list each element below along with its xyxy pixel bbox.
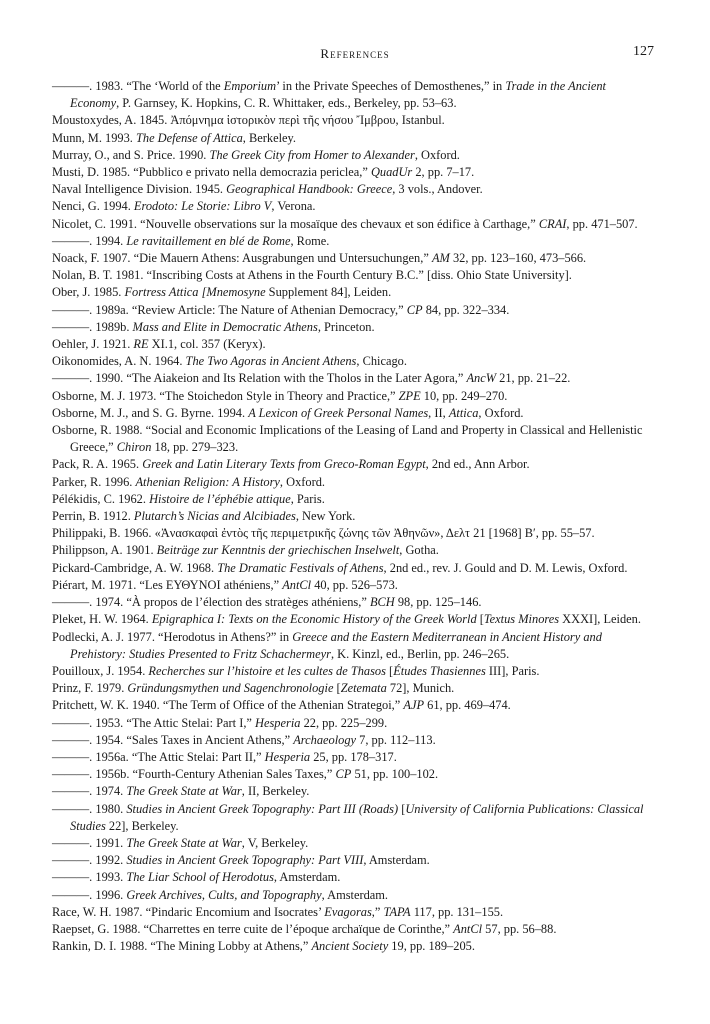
reference-entry	[52, 233, 658, 250]
reference-italic-segment: ZPE	[398, 388, 421, 403]
reference-entry	[52, 491, 658, 508]
reference-segment: ———. 1974. “À propos de l’élection des stratèges athéniens,”	[52, 595, 370, 610]
reference-segment: 18, pp. 279–323.	[151, 440, 239, 455]
reference-entry	[52, 284, 658, 301]
reference-entry	[52, 869, 658, 886]
reference-segment: Perrin, B. 1912.	[52, 509, 134, 524]
reference-entry	[52, 697, 658, 714]
reference-entry	[52, 336, 658, 353]
reference-segment: [	[398, 801, 406, 816]
reference-italic-segment: Chiron	[116, 440, 152, 455]
reference-segment: , II, Berkeley.	[241, 784, 310, 799]
reference-segment: 40, pp. 526–573.	[311, 577, 398, 592]
reference-segment: Nolan, B. T. 1981. “Inscribing Costs at Athens in the Fourth Century B.C.” [diss. Ohio State University].	[52, 268, 572, 283]
reference-entry	[52, 405, 658, 422]
reference-segment: ———. 1956a. “The Attic Stelai: Part II,”	[52, 749, 265, 764]
reference-entry	[52, 112, 658, 129]
reference-segment: , Amsterdam.	[273, 870, 341, 885]
reference-entry	[52, 474, 658, 491]
reference-segment: ———. 1991.	[52, 835, 127, 850]
reference-entry	[52, 508, 658, 525]
reference-segment: Ober, J. 1985.	[52, 285, 125, 300]
reference-segment: 84, pp. 322–334.	[422, 302, 510, 317]
reference-segment: , Rome.	[290, 233, 330, 248]
reference-segment: ———. 1994.	[52, 233, 127, 248]
reference-italic-segment: CP	[335, 767, 352, 782]
reference-segment: ———. 1992.	[52, 853, 127, 868]
reference-segment: , pp. 471–507.	[566, 216, 638, 231]
reference-entry	[52, 921, 658, 938]
reference-italic-segment: AntCl	[453, 921, 483, 936]
reference-entry	[52, 147, 658, 164]
reference-segment: , II,	[428, 405, 449, 420]
reference-segment: , K. Kinzl, ed., Berlin, pp. 246–265.	[330, 646, 510, 661]
reference-entry	[52, 904, 658, 921]
reference-entry	[52, 181, 658, 198]
reference-italic-segment: Mass and Elite in Democratic Athens	[132, 319, 318, 334]
reference-list	[52, 78, 658, 955]
reference-segment: , P. Garnsey, K. Hopkins, C. R. Whittaker, eds., Berkeley, pp. 53–63.	[116, 96, 457, 111]
reference-entry	[52, 577, 658, 594]
reference-entry	[52, 594, 658, 611]
running-title: References	[320, 46, 390, 61]
reference-italic-segment: Evagoras	[324, 904, 372, 919]
reference-segment: ’ in the Private Speeches of Demosthenes,” in	[276, 79, 506, 93]
reference-segment: Pleket, H. W. 1964.	[52, 612, 152, 627]
reference-italic-segment: AntCl	[282, 577, 312, 592]
reference-segment: [	[333, 681, 341, 696]
reference-entry	[52, 629, 658, 663]
reference-segment: ———. 1974.	[52, 784, 127, 799]
reference-segment: Supplement 84], Leiden.	[265, 285, 392, 300]
reference-italic-segment: The Greek State at War	[126, 784, 242, 799]
reference-segment: 22], Berkeley.	[105, 818, 179, 833]
reference-segment: Philippson, A. 1901.	[52, 543, 157, 558]
reference-entry	[52, 749, 658, 766]
reference-italic-segment: Greek Archives, Cults, and Topography	[126, 887, 322, 902]
running-head	[0, 44, 710, 64]
reference-segment: 57, pp. 56–88.	[482, 921, 557, 936]
reference-segment: 22, pp. 225–299.	[300, 715, 388, 730]
reference-italic-segment: The Dramatic Festivals of Athens	[217, 560, 384, 575]
reference-italic-segment: Greece and the Eastern Mediterranean in Ancient History and Prehistory: Studies Presented to Fritz Schachermeyr	[70, 629, 602, 661]
page-number: 127	[633, 44, 654, 59]
reference-segment: , Berkeley.	[242, 130, 297, 145]
reference-entry	[52, 852, 658, 869]
reference-segment: 51, pp. 100–102.	[351, 767, 439, 782]
reference-italic-segment: Archaeology	[293, 732, 357, 747]
reference-entry	[52, 680, 658, 697]
reference-segment: 117, pp. 131–155.	[410, 904, 504, 919]
reference-entry	[52, 130, 658, 147]
reference-italic-segment: Emporium	[223, 79, 277, 93]
reference-segment: Nenci, G. 1994.	[52, 199, 134, 214]
reference-entry	[52, 732, 658, 749]
reference-segment: 19, pp. 189–205.	[388, 939, 475, 954]
reference-segment: Parker, R. 1996.	[52, 474, 136, 489]
reference-italic-segment: Athenian Religion: A History	[135, 474, 280, 489]
reference-segment: Rankin, D. I. 1988. “The Mining Lobby at Athens,”	[52, 939, 312, 954]
reference-entry	[52, 164, 658, 181]
reference-segment: , Amsterdam.	[321, 887, 389, 902]
reference-entry	[52, 766, 658, 783]
reference-italic-segment: BCH	[369, 595, 395, 610]
reference-segment: 7, pp. 112–113.	[356, 732, 436, 747]
reference-segment: Pélékidis, C. 1962.	[52, 491, 150, 506]
reference-segment: , New York.	[295, 509, 356, 524]
reference-segment: , Verona.	[271, 199, 316, 214]
reference-segment: , Amsterdam.	[363, 853, 430, 868]
reference-entry	[52, 715, 658, 732]
reference-segment: 98, pp. 125–146.	[394, 595, 482, 610]
reference-segment: Noack, F. 1907. “Die Mauern Athens: Ausgrabungen und Untersuchungen,”	[52, 251, 432, 266]
reference-italic-segment: Erodoto: Le Storie: Libro V	[133, 199, 272, 214]
reference-segment: , Princeton.	[317, 319, 375, 334]
reference-italic-segment: The Defense of Attica	[136, 130, 243, 145]
reference-italic-segment: Beiträge zur Kenntnis der griechischen Inselwelt	[156, 543, 400, 558]
reference-segment: ,”	[371, 904, 384, 919]
reference-segment: III], Paris.	[485, 663, 540, 678]
reference-segment: , Oxford.	[414, 147, 460, 162]
reference-segment: ———. 1990. “The Aiakeion and Its Relation with the Tholos in the Later Agora,”	[52, 371, 467, 386]
reference-entry	[52, 370, 658, 387]
reference-segment: Naval Intelligence Division. 1945.	[52, 182, 227, 197]
reference-entry	[52, 267, 658, 284]
reference-entry	[52, 938, 658, 955]
reference-italic-segment: Attica	[448, 405, 479, 420]
reference-italic-segment: TAPA	[383, 904, 411, 919]
reference-segment: ———. 1996.	[52, 887, 127, 902]
reference-segment: 25, pp. 178–317.	[310, 749, 397, 764]
reference-entry	[52, 353, 658, 370]
reference-italic-segment: Studies in Ancient Greek Topography: Part III (Roads)	[126, 801, 399, 816]
reference-segment: Pickard-Cambridge, A. W. 1968.	[52, 560, 218, 575]
reference-segment: Osborne, M. J. 1973. “The Stoichedon Style in Theory and Practice,”	[52, 388, 399, 403]
reference-entry	[52, 611, 658, 628]
reference-entry	[52, 663, 658, 680]
reference-italic-segment: The Greek City from Homer to Alexander	[209, 147, 415, 162]
reference-segment: 2, pp. 7–17.	[412, 165, 475, 180]
reference-italic-segment: Histoire de l’éphébie attique	[149, 491, 291, 506]
reference-entry	[52, 198, 658, 215]
reference-segment: ———. 1953. “The Attic Stelai: Part I,”	[52, 715, 256, 730]
reference-segment: Munn, M. 1993.	[52, 130, 136, 145]
reference-italic-segment: The Liar School of Herodotus	[126, 870, 274, 885]
reference-segment: 10, pp. 249–270.	[420, 388, 508, 403]
reference-segment: Osborne, M. J., and S. G. Byrne. 1994.	[52, 405, 249, 420]
reference-segment: ———. 1980.	[52, 801, 127, 816]
reference-italic-segment: Gründungsmythen und Sagenchronologie	[127, 681, 334, 696]
reference-entry	[52, 216, 658, 233]
reference-italic-segment: Epigraphica I: Texts on the Economic History of the Greek World	[151, 612, 477, 627]
reference-italic-segment: RE	[133, 337, 149, 352]
reference-entry	[52, 319, 658, 336]
reference-segment: Philippaki, B. 1966. «Ἀνασκαφαὶ ἐντὸς τῆς περιμετρικῆς ζώνης τῶν Ἀθηνῶν», Δελτ 21 [1968] Β′, pp. 55–57.	[52, 526, 595, 541]
reference-segment: Prinz, F. 1979.	[52, 681, 128, 696]
reference-italic-segment: CP	[406, 302, 423, 317]
reference-segment: Pouilloux, J. 1954.	[52, 663, 149, 678]
reference-entry	[52, 456, 658, 473]
reference-segment: , 3 vols., Andover.	[392, 182, 483, 197]
reference-segment: Race, W. H. 1987. “Pindaric Encomium and Isocrates’	[52, 904, 325, 919]
reference-segment: XI.1, col. 357 (Keryx).	[148, 337, 266, 352]
reference-entry	[52, 422, 658, 456]
reference-segment: Oikonomides, A. N. 1964.	[52, 354, 186, 369]
reference-segment: , V, Berkeley.	[241, 835, 309, 850]
reference-italic-segment: Études Thasiennes	[393, 663, 486, 678]
reference-segment: 21, pp. 21–22.	[496, 371, 571, 386]
reference-segment: 32, pp. 123–160, 473–566.	[449, 251, 587, 266]
reference-segment: Pritchett, W. K. 1940. “The Term of Office of the Athenian Strategoi,”	[52, 698, 404, 713]
reference-italic-segment: AM	[431, 251, 450, 266]
reference-segment: 72], Munich.	[386, 681, 455, 696]
reference-italic-segment: AJP	[403, 698, 425, 713]
reference-italic-segment: Zetemata	[340, 681, 387, 696]
reference-italic-segment: The Two Agoras in Ancient Athens	[185, 354, 357, 369]
reference-italic-segment: Plutarch’s Nicias and Alcibiades	[133, 509, 296, 524]
reference-segment: , Chicago.	[356, 354, 407, 369]
reference-segment: , Paris.	[290, 491, 325, 506]
reference-segment: Pack, R. A. 1965.	[52, 457, 143, 472]
reference-entry	[52, 801, 658, 835]
reference-segment: Podlecki, A. J. 1977. “Herodotus in Athens?” in	[52, 629, 293, 644]
reference-segment: [	[385, 663, 394, 678]
reference-segment: ———. 1993.	[52, 870, 127, 885]
reference-italic-segment: Geographical Handbook: Greece	[226, 182, 393, 197]
reference-italic-segment: A Lexicon of Greek Personal Names	[248, 405, 429, 420]
reference-italic-segment: Greek and Latin Literary Texts from Greco-Roman Egypt	[142, 457, 426, 472]
reference-segment: ———. 1983. “The ‘World of the	[52, 79, 224, 93]
reference-italic-segment: University of California Publications: Classical Studies	[70, 801, 644, 833]
reference-segment: Musti, D. 1985. “Pubblico e privato nella democrazia periclea,”	[52, 165, 371, 180]
reference-segment: Osborne, R. 1988. “Social and Economic Implications of the Leasing of Land and Property in Classical and Hellenistic Greece,”	[52, 423, 643, 455]
reference-segment: 61, pp. 469–474.	[424, 698, 511, 713]
reference-entry	[52, 560, 658, 577]
reference-entry	[52, 542, 658, 559]
reference-segment: , Oxford.	[478, 405, 524, 420]
reference-entry	[52, 835, 658, 852]
reference-segment: Piérart, M. 1971. “Les ΕΥΘΥΝΟΙ athéniens,”	[52, 577, 283, 592]
reference-segment: , Oxford.	[279, 474, 326, 489]
reference-segment: ———. 1989b.	[52, 319, 133, 334]
reference-italic-segment: AncW	[466, 371, 497, 386]
reference-segment: Murray, O., and S. Price. 1990.	[52, 147, 210, 162]
reference-segment: Raepset, G. 1988. “Charrettes en terre cuite de l’époque archaïque de Corinthe,”	[52, 921, 454, 936]
reference-italic-segment: Le ravitaillement en blé de Rome	[126, 233, 291, 248]
reference-entry	[52, 783, 658, 800]
reference-segment: [	[476, 612, 484, 627]
reference-segment: ———. 1954. “Sales Taxes in Ancient Athens,”	[52, 732, 294, 747]
reference-segment: Oehler, J. 1921.	[52, 337, 134, 352]
reference-italic-segment: Studies in Ancient Greek Topography: Part VIII	[126, 853, 364, 868]
reference-entry	[52, 302, 658, 319]
reference-segment: Moustoxydes, A. 1845. Ἀπόμνημα ἱστορικὸν περὶ τῆς νήσου Ἴμβρου, Istanbul.	[52, 113, 445, 128]
reference-entry	[52, 78, 658, 112]
reference-entry	[52, 250, 658, 267]
reference-italic-segment: Textus Minores	[483, 612, 560, 627]
reference-italic-segment: The Greek State at War	[126, 835, 242, 850]
reference-segment: , 2nd ed., Ann Arbor.	[425, 457, 530, 472]
reference-italic-segment: Hesperia	[264, 749, 311, 764]
reference-italic-segment: Recherches sur l’histoire et les cultes de Thasos	[148, 663, 386, 678]
reference-segment: ———. 1989a. “Review Article: The Nature of Athenian Democracy,”	[52, 302, 407, 317]
reference-italic-segment: QuadUr	[370, 165, 413, 180]
reference-segment: , Gotha.	[399, 543, 439, 558]
reference-segment: ———. 1956b. “Fourth-Century Athenian Sales Taxes,”	[52, 767, 336, 782]
reference-entry	[52, 525, 658, 542]
reference-italic-segment: Fortress Attica [Mnemosyne	[124, 285, 266, 300]
reference-segment: XXXI], Leiden.	[559, 612, 641, 627]
reference-italic-segment: Ancient Society	[311, 939, 389, 954]
reference-segment: , 2nd ed., rev. J. Gould and D. M. Lewis, Oxford.	[383, 560, 628, 575]
reference-entry	[52, 887, 658, 904]
reference-italic-segment: CRAI	[538, 216, 567, 231]
reference-italic-segment: Hesperia	[255, 715, 301, 730]
reference-segment: Nicolet, C. 1991. “Nouvelle observations sur la mosaïque des chevaux et son édifice à Carthage,”	[52, 216, 539, 231]
reference-italic-segment: Trade in the Ancient Economy	[70, 79, 606, 111]
reference-entry	[52, 388, 658, 405]
